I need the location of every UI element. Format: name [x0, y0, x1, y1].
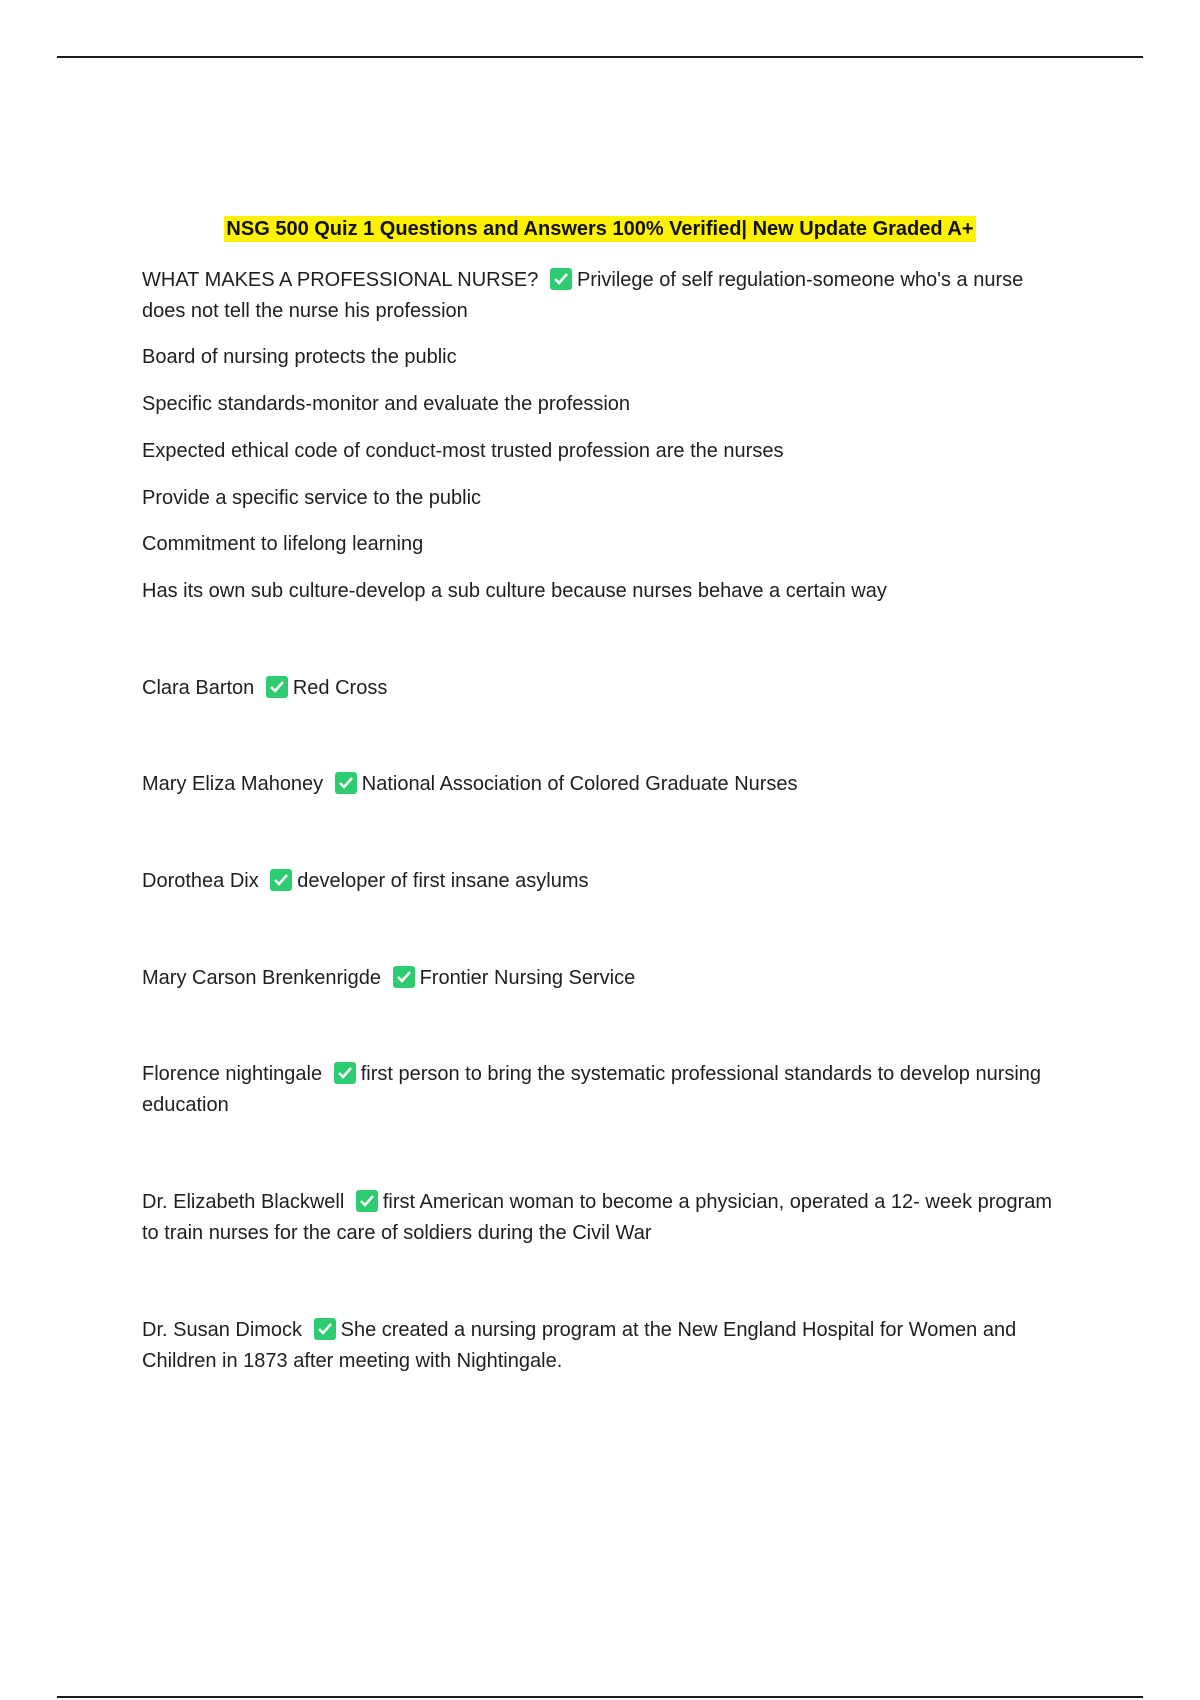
check-icon — [334, 1062, 356, 1084]
check-icon — [314, 1318, 336, 1340]
list-item: Expected ethical code of conduct-most trusted profession are the nurses — [142, 440, 784, 462]
list-item: Has its own sub culture-develop a sub culture because nurses behave a certain way — [142, 580, 887, 602]
title-block — [0, 216, 1200, 242]
qa-answer: developer of first insane asylums — [297, 870, 589, 892]
list-item: Commitment to lifelong learning — [142, 533, 424, 555]
qa-term: Dr. Elizabeth Blackwell — [142, 1191, 345, 1213]
bottom-rule — [57, 1696, 1143, 1698]
qa-item — [142, 866, 1062, 897]
list-item: Specific standards-monitor and evaluate the profession — [142, 393, 631, 415]
qa-item — [142, 769, 1062, 800]
qa-item — [142, 1059, 1062, 1121]
qa-term: Clara Barton — [142, 677, 255, 699]
qa-item — [142, 673, 1062, 704]
document-title: NSG 500 Quiz 1 Questions and Answers 100% Verified| New Update Graded A+ — [226, 218, 974, 240]
check-icon — [550, 268, 572, 290]
qa-term: Dorothea Dix — [142, 870, 259, 892]
check-icon — [266, 676, 288, 698]
list-item: Board of nursing protects the public — [142, 346, 457, 368]
qa-answer: National Association of Colored Graduate Nurses — [361, 773, 798, 795]
check-icon — [356, 1190, 378, 1212]
qa-term: Dr. Susan Dimock — [142, 1319, 303, 1341]
qa-term: Florence nightingale — [142, 1063, 323, 1085]
qa-answer: Red Cross — [292, 677, 388, 699]
qa-answer: Privilege of self regulation-someone who's a nurse does not tell the nurse his profession — [142, 269, 1024, 322]
qa-item — [142, 1187, 1062, 1249]
qa-answer: She created a nursing program at the New England Hospital for Women and Children in 1873 after meeting with Nightingale. — [142, 1319, 1017, 1372]
check-icon — [270, 869, 292, 891]
list-item: Provide a specific service to the public — [142, 487, 482, 509]
check-icon — [393, 966, 415, 988]
qa-item — [142, 265, 1062, 327]
qa-term: Mary Eliza Mahoney — [142, 773, 324, 795]
check-icon — [335, 772, 357, 794]
qa-answer: first American woman to become a physician, operated a 12- week program to train nurses for the care of soldiers during the Civil War — [142, 1191, 1053, 1244]
top-rule — [57, 56, 1143, 58]
qa-answer: Frontier Nursing Service — [419, 967, 636, 989]
qa-answer: first person to bring the systematic professional standards to develop nursing education — [142, 1063, 1042, 1116]
qa-term: Mary Carson Brenkenrigde — [142, 967, 381, 989]
qa-item — [142, 963, 1062, 994]
qa-term: WHAT MAKES A PROFESSIONAL NURSE? — [142, 269, 539, 291]
qa-item — [142, 1315, 1062, 1377]
